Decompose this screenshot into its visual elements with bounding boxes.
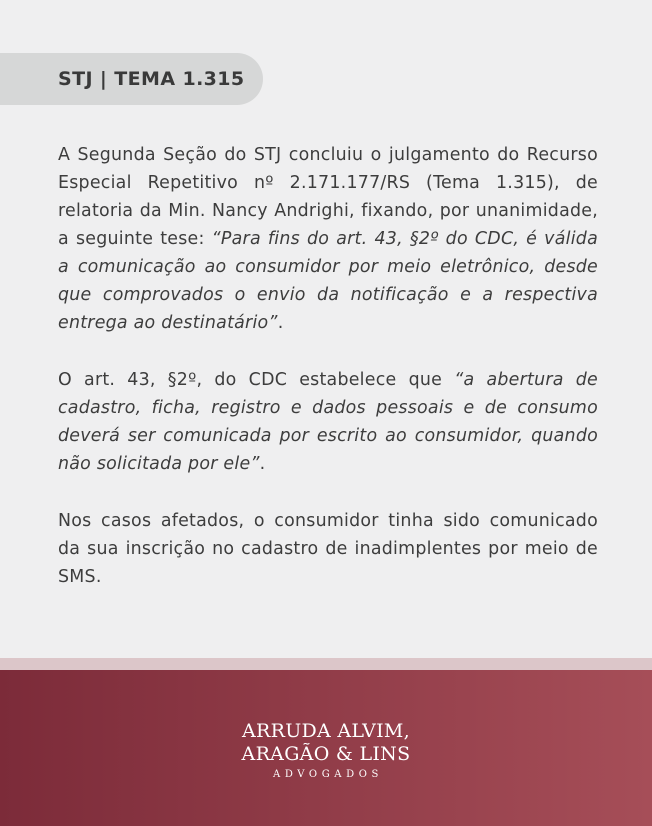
topic-tag [0,53,263,105]
paragraph-2-quote: “a abertura de cadastro, ficha, registro e dados pessoais e de consumo deverá ser comunicada por escrito ao consumidor, quando não solicitada por ele” [58,370,598,474]
paragraph-3: Nos casos afetados, o consumidor tinha sido comunicado da sua inscrição no cadastro de inadimplentes por meio de SMS. [58,511,598,587]
paragraph-1-quote: “Para fins do art. 43, §2º do CDC, é válida a comunicação ao consumidor por meio eletrônico, desde que comprovados o envio da notificação e a respectiva entrega ao destinatário” [58,229,598,333]
paragraph-2 [58,366,598,478]
footer-banner [0,670,652,826]
logo-line-1: ARRUDA ALVIM, [241,720,411,742]
firm-logo [0,720,652,780]
paragraph-2-end: . [259,454,266,474]
article-body [58,141,598,620]
paragraph-1-text: A Segunda Seção do STJ concluiu o julgamento do Recurso Especial Repetitivo nº 2.171.177/RS (Tema 1.315), de relatoria da Min. Nancy Andrighi, fixando, por unanimidade, a seguinte tese: [58,145,598,249]
topic-tag-text: STJ | TEMA 1.315 [58,68,245,90]
footer-divider [0,658,652,670]
paragraph-2-text: O art. 43, §2º, do CDC estabelece que [58,370,455,390]
logo-subtitle: ADVOGADOS [273,769,383,780]
logo-line-2: ARAGÃO & LINS [241,743,411,765]
paragraph-1-end: . [277,313,284,333]
paragraph-1 [58,141,598,337]
